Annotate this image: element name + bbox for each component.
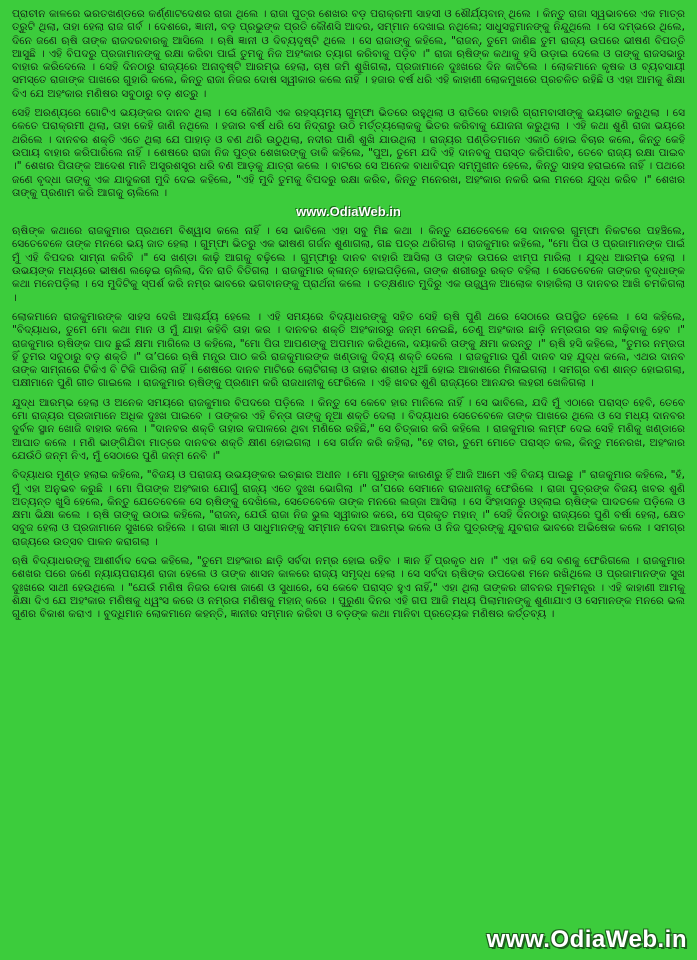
paragraph-3: ଋଷିଙ୍କ କଥାରେ ରାଜକୁମାର ପ୍ରଥମେ ବିଶ୍ୱାସ କଲେ ନାହିଁ । ସେ ଭାବିଲେ ଏହା ସବୁ ମିଛ କଥା । କିନ୍ତୁ ଯେତେବେଳେ ସେ ଦାନବର ଗୁମ୍ଫା ନିକଟରେ ପହଞ୍ଚିଲେ, ସେତେବେଳେ ତାଙ୍କ ମନରେ ଭୟ ଜାତ ହେଲା । ଗୁମ୍ଫା ଭିତରୁ ଏକ ଭୀଷଣ ଗର୍ଜନ ଶୁଣାଗଲା, ଗଛ ପତ୍ର ଥରିଗଲା । ରାଜକୁମାର କହିଲେ, "ମୋ ପିତା ଓ ପ୍ରଜାମାନଙ୍କ ପାଇଁ ମୁଁ ଏହି ବିପଦର ସାମ୍ନା କରିବି ।" ସେ ଖଣ୍ଡା କାଢ଼ି ଆଗକୁ ବଢ଼ିଲେ । ଗୁମ୍ଫାରୁ ଦାନବ ବାହାରି ଆସିଲା ଓ ତାଙ୍କ ଉପରେ ଝାମ୍ପ ମାରିଲା । ଯୁଦ୍ଧ ଆରମ୍ଭ ହେଲା । ଉଭୟଙ୍କ ମଧ୍ୟରେ ଭୀଷଣ ଲଢ଼େଇ ଚାଲିଲା, ଦିନ ରାତି ବିତିଗଲା । ରାଜକୁମାର କ୍ଳାନ୍ତ ହୋଇପଡ଼ିଲେ, ତାଙ୍କ ଶରୀରରୁ ରକ୍ତ ବହିଲା । ସେତେବେଳେ ତାଙ୍କର ବୃଦ୍ଧାଙ୍କ କଥା ମନେପଡ଼ିଲା । ସେ ମୁଦିଟିକୁ ସ୍ପର୍ଶ କରି ନମ୍ର ଭାବରେ ଭଗବାନଙ୍କୁ ପ୍ରାର୍ଥନା କଲେ । ତତ୍କ୍ଷଣାତ ମୁଦିରୁ ଏକ ଉଜ୍ଜ୍ୱଳ ଆଲୋକ ବାହାରିଲା ଓ ଦାନବର ଆଖି ଚମକିଗଲା । [12, 225, 685, 304]
paragraph-6: ବିଦ୍ୟାଧର ମୁଣ୍ଡ ହଲାଇ କହିଲେ, "ବିଜୟ ଓ ପରାଜୟ ଉଭୟଙ୍କର ଇଚ୍ଛାର ଅଧୀନ । ମୋ ଗୁରୁଙ୍କ କାରଣରୁ ହିଁ ଆଜି ଆମେ ଏହି ବିଜୟ ପାଇଛୁ ।" ରାଜକୁମାର କହିଲେ, "ହଁ, ମୁଁ ଏହା ଅନୁଭବ କରୁଛି । ମୋ ପିତାଙ୍କ ଅହଂକାର ଯୋଗୁଁ ରାଜ୍ୟ ଏତେ ଦୁଃଖ ଭୋଗିଲା ।" ତା’ପରେ ସେମାନେ ରାଜଧାନୀକୁ ଫେରିଲେ । ରାଜା ପୁତ୍ରଙ୍କ ବିଜୟ ଖବର ଶୁଣି ଅତ୍ୟନ୍ତ ଖୁସି ହେଲେ, କିନ୍ତୁ ଯେତେବେଳେ ସେ ଋଷିଙ୍କୁ ଦେଖିଲେ, ସେତେବେଳେ ତାଙ୍କ ମନରେ ଲଜ୍ଜା ଆସିଲା । ସେ ସିଂହାସନରୁ ଓହ୍ଲାଇ ଋଷିଙ୍କ ପାଦତଳେ ପଡ଼ିଲେ ଓ କ୍ଷମା ଭିକ୍ଷା କଲେ । ଋଷି ତାଙ୍କୁ ଉଠାଇ କହିଲେ, "ରାଜନ୍, ଯେଉଁ ରାଜା ନିଜ ଭୁଲ ସ୍ୱୀକାର କରେ, ସେ ପ୍ରକୃତ ମହାନ୍ ।" ସେହି ଦିନଠାରୁ ରାଜ୍ୟରେ ପୁଣି ବର୍ଷା ହେଲା, କ୍ଷେତ ସବୁଜ ହେଲା ଓ ପ୍ରଜାମାନେ ସୁଖରେ ରହିଲେ । ରାଜା ଜ୍ଞାନୀ ଓ ସାଧୁମାନଙ୍କୁ ସମ୍ମାନ ଦେବା ଆରମ୍ଭ କଲେ ଓ ନିଜ ପୁତ୍ରଙ୍କୁ ଯୁବରାଜ ଭାବରେ ଅଭିଷେକ କଲେ । ସମଗ୍ର ରାଜ୍ୟରେ ଉତ୍ସବ ପାଳନ କରାଗଲା । [12, 469, 685, 548]
paragraph-1: ପ୍ରାଚୀନ କାଳରେ ଭରତଖଣ୍ଡରେ କର୍ଣ୍ଣାଟଦେଶର ରାଜା ଥିଲେ । ରାଜା ପୁତ୍ର ଶେଖର ବଡ଼ ପରାକ୍ରମୀ ସାହସୀ ଓ ଶୌର୍ଯ୍ୟବାନ୍ ଥିଲେ । କିନ୍ତୁ ରାଜା ସ୍ୱଭାବରେ ଏକ ମାତ୍ର ତ୍ରୁଟି ଥିଲା, ତାହା ହେଲା ରାଜ ଗର୍ବ । ଦେଶରେ, ଜ୍ଞାନୀ, ବଡ଼ ପ୍ରଭୁଙ୍କ ପ୍ରତି କୌଣସି ଆଦର, ସମ୍ମାନ ଦେଖାଇ ନଥିଲେ; ସାଧୁସନ୍ଥମାନଙ୍କୁ ନିନ୍ଦୁଥିଲେ । ସେ ଦମ୍ଭରେ ଥିଲେ, ଦିନେ ଜଣେ ଋଷି ତାଙ୍କ ରାଜଦରବାରକୁ ଆସିଲେ । ଋଷି ଜ୍ଞାନୀ ଓ ଦିବ୍ୟଦୃଷ୍ଟି ଥିଲେ । ସେ ରାଜାଙ୍କୁ କହିଲେ, "ରାଜନ୍, ତୁମେ ଜାଣିଛ ତୁମ ରାଜ୍ୟ ଉପରେ ଭୀଷଣ ବିପତ୍ତି ଆସୁଛି । ଏହି ବିପଦରୁ ପ୍ରଜାମାନଙ୍କୁ ରକ୍ଷା କରିବା ପାଇଁ ତୁମକୁ ନିଜ ଅହଂକାର ତ୍ୟାଗ କରିବାକୁ ପଡ଼ିବ ।" ରାଜା ଋଷିଙ୍କ କଥାକୁ ହସି ଉଡ଼ାଇ ଦେଲେ ଓ ତାଙ୍କୁ ରାଜସଭାରୁ ବାହାର କରିଦେଲେ । ସେହି ଦିନଠାରୁ ରାଜ୍ୟରେ ଅନାବୃଷ୍ଟି ଆରମ୍ଭ ହେଲା, ଚାଷ ଜମି ଶୁଖିଗଲା, ପ୍ରଜାମାନେ ଦୁଃଖରେ ଦିନ କାଟିଲେ । ଲୋକମାନେ କୃଷକ ଓ ବ୍ୟବସାୟୀ ସମସ୍ତେ ରାଜାଙ୍କ ପାଖରେ ଗୁହାରି କଲେ, କିନ୍ତୁ ରାଜା ନିଜର ଦୋଷ ସ୍ୱୀକାର କଲେ ନାହିଁ । ହଜାର ବର୍ଷ ଧରି ଏହି କାହାଣୀ ଲୋକମୁଖରେ ପ୍ରଚଳିତ ରହିଛି ଓ ଏହା ଆମକୁ ଶିକ୍ଷା ଦିଏ ଯେ ଅହଂକାର ମଣିଷର ସବୁଠାରୁ ବଡ଼ ଶତ୍ରୁ । [12, 8, 685, 100]
paragraph-5: ଯୁଦ୍ଧ ଆରମ୍ଭ ହେଲା ଓ ଅନେକ ସମୟରେ ରାଜକୁମାର ବିପଦରେ ପଡ଼ିଲେ । କିନ୍ତୁ ସେ କେବେ ହାର ମାନିଲେ ନାହିଁ । ସେ ଭାବିଲେ, ଯଦି ମୁଁ ଏଠାରେ ପରାସ୍ତ ହେବି, ତେବେ ମୋ ରାଜ୍ୟର ପ୍ରଜାମାନେ ଅଧିକ ଦୁଃଖ ପାଇବେ । ତାଙ୍କର ଏହି ଚିନ୍ତା ତାଙ୍କୁ ନୂଆ ଶକ୍ତି ଦେଲା । ବିଦ୍ୟାଧର ସେତେବେଳେ ତାଙ୍କ ପାଖରେ ଥିଲେ ଓ ସେ ମଧ୍ୟ ଦାନବର ଦୁର୍ବଳ ସ୍ଥାନ ଖୋଜି ବାହାର କଲେ । "ଦାନବର ଶକ୍ତି ତାହାର କପାଳରେ ଥିବା ମଣିରେ ରହିଛି," ସେ ଚିତ୍କାର କରି କହିଲେ । ରାଜକୁମାର ଲମ୍ଫ ଦେଇ ସେହି ମଣିକୁ ଖଣ୍ଡାରେ ଆଘାତ କଲେ । ମଣି ଭାଙ୍ଗିଯିବା ମାତ୍ରେ ଦାନବର ଶକ୍ତି କ୍ଷୀଣ ହୋଇଗଲା । ସେ ଗର୍ଜନ କରି କହିଲା, "ହେ ବୀର, ତୁମେ ମୋତେ ପରାସ୍ତ କଲ, କିନ୍ତୁ ମନେରଖ, ଅହଂକାର ଯେଉଁଠି ଜନ୍ମ ନିଏ, ମୁଁ ସେଠାରେ ପୁଣି ଜନ୍ମ ନେବି ।" [12, 396, 685, 462]
watermark-text: www.OdiaWeb.in [296, 204, 401, 220]
paragraph-2: ସେହି ଅରଣ୍ୟରେ ଗୋଟିଏ ଭୟଙ୍କର ଦାନବ ଥିଲା । ସେ କୌଣସି ଏକ ରହସ୍ୟମୟ ଗୁମ୍ଫା ଭିତରେ ରହୁଥିଲା ଓ ରାତିରେ ବାହାରି ଗ୍ରାମବାସୀଙ୍କୁ ଭୟଭୀତ କରୁଥିଲା । ସେ କେତେ ପରାକ୍ରମୀ ଥିଲା, ତାହା କେହି ଜାଣି ନଥିଲେ । ହଜାର ବର୍ଷ ଧରି ସେ ନିଦ୍ରାରୁ ଉଠି ମର୍ତ୍ତ୍ୟଲୋକକୁ ଭିତର କରିବାକୁ ଯୋଜନା କରୁଥିଲା । ଏହି କଥା ଶୁଣି ରାଜା ଭୟରେ ଥରିଲେ । ଦାନବର ଶକ୍ତି ଏତେ ଥିଲା ଯେ ପାହାଡ଼ ଓ ବଣ ଥରି ଉଠୁଥିଲା, ନଦୀର ପାଣି ଶୁଖି ଯାଉଥିଲା । ରାଜ୍ୟର ପଣ୍ଡିତମାନେ ଏକାଠି ହୋଇ ବିଚାର କଲେ, କିନ୍ତୁ କେହି ଉପାୟ ବାହାର କରିପାରିଲେ ନାହିଁ । ଶେଷରେ ରାଜା ନିଜ ପୁତ୍ର ଶେଖରଙ୍କୁ ଡାକି କହିଲେ, "ପୁଅ, ତୁମେ ଯଦି ଏହି ଦାନବକୁ ପରାସ୍ତ କରିପାରିବ, ତେବେ ରାଜ୍ୟ ରକ୍ଷା ପାଇବ ।" ଶେଖର ପିତାଙ୍କ ଆଦେଶ ମାନି ଅସ୍ତ୍ରଶସ୍ତ୍ର ଧରି ବଣ ଆଡ଼କୁ ଯାତ୍ରା କଲେ । ବାଟରେ ସେ ଅନେକ ବାଧାବିଘ୍ନ ସମ୍ମୁଖୀନ ହେଲେ, କିନ୍ତୁ ସାହସ ହରାଇଲେ ନାହିଁ । ପଥରେ ଜଣେ ବୃଦ୍ଧା ତାଙ୍କୁ ଏକ ଯାଦୁକରୀ ମୁଦି ଦେଇ କହିଲେ, "ଏହି ମୁଦି ତୁମକୁ ବିପଦରୁ ରକ୍ଷା କରିବ, କିନ୍ତୁ ମନେରଖ, ଅହଂକାର ନକରି ଭଲ ମନରେ ଯୁଦ୍ଧ କରିବ ।" ଶେଖର ତାଙ୍କୁ ପ୍ରଣାମ କରି ଆଗକୁ ଚାଲିଲେ । [12, 107, 685, 199]
paragraph-4: ଲୋକମାନେ ରାଜକୁମାରଙ୍କ ସାହସ ଦେଖି ଆଶ୍ଚର୍ଯ୍ୟ ହେଲେ । ଏହି ସମୟରେ ବିଦ୍ୟାଧରଙ୍କୁ ସହିତ ସେହି ଋଷି ପୁଣି ଥରେ ସେଠାରେ ଉପସ୍ଥିତ ହେଲେ । ସେ କହିଲେ, "ବିଦ୍ୟାଧର, ତୁମେ ମୋ କଥା ମାନ ଓ ମୁଁ ଯାହା କହିବି ତାହା କର । ଦାନବର ଶକ୍ତି ଅହଂକାରରୁ ଜନ୍ମ ନେଇଛି, ତେଣୁ ଅହଂକାର ଛାଡ଼ି ନମ୍ରତାର ସହ ଲଢ଼ିବାକୁ ହେବ ।" ରାଜକୁମାର ଋଷିଙ୍କ ପାଦ ଛୁଇଁ କ୍ଷମା ମାଗିଲେ ଓ କହିଲେ, "ମୋ ପିତା ଆପଣଙ୍କୁ ଅପମାନ କରିଥିଲେ, ଦୟାକରି ତାଙ୍କୁ କ୍ଷମା କରନ୍ତୁ ।" ଋଷି ହସି କହିଲେ, "ତୁମର ନମ୍ରତା ହିଁ ତୁମର ସବୁଠାରୁ ବଡ଼ ଶକ୍ତି ।" ତା’ପରେ ଋଷି ମନ୍ତ୍ର ପାଠ କରି ରାଜକୁମାରଙ୍କ ଖଣ୍ଡାକୁ ଦିବ୍ୟ ଶକ୍ତି ଦେଲେ । ରାଜକୁମାର ପୁଣି ଦାନବ ସହ ଯୁଦ୍ଧ କଲେ, ଏଥର ଦାନବ ତାଙ୍କ ସାମ୍ନାରେ ଟିକିଏ ବି ଟିକି ପାରିଲା ନାହିଁ । ଶେଷରେ ଦାନବ ମାଟିରେ ଲୋଟିଗଲା ଓ ତାହାର ଶରୀର ଧୂଆଁ ହୋଇ ଆକାଶରେ ମିଳାଇଗଲା । ସମଗ୍ର ବଣ ଶାନ୍ତ ହୋଇଗଲା, ପକ୍ଷୀମାନେ ପୁଣି ଗୀତ ଗାଇଲେ । ରାଜକୁମାର ଋଷିଙ୍କୁ ପ୍ରଣାମ କରି ରାଜଧାନୀକୁ ଫେରିଲେ । ଏହି ଖବର ଶୁଣି ରାଜ୍ୟରେ ଆନନ୍ଦର ଲହରୀ ଖେଳିଗଲା । [12, 310, 685, 390]
paragraph-7: ଋଷି ବିଦ୍ୟାଧରଙ୍କୁ ଆଶୀର୍ବାଦ ଦେଇ କହିଲେ, "ତୁମେ ଅହଂକାର ଛାଡ଼ି ସର୍ବଦା ନମ୍ର ହୋଇ ରହିବ । ଜ୍ଞାନ ହିଁ ପ୍ରକୃତ ଧନ ।" ଏହା କହି ସେ ବଣକୁ ଫେରିଗଲେ । ରାଜକୁମାର ଶେଖର ପରେ ଜଣେ ନ୍ୟାୟପରାୟଣ ରାଜା ହେଲେ ଓ ତାଙ୍କ ଶାସନ କାଳରେ ରାଜ୍ୟ ସମୃଦ୍ଧ ହେଲା । ସେ ସର୍ବଦା ଋଷିଙ୍କ ଉପଦେଶ ମନେ ରଖିଥିଲେ ଓ ପ୍ରଜାମାନଙ୍କ ସୁଖ ଦୁଃଖରେ ସାଥୀ ହେଉଥିଲେ । "ଯେଉଁ ମଣିଷ ନିଜର ଦୋଷ ଜାଣେ ଓ ସୁଧାରେ, ସେ କେବେ ପରାସ୍ତ ହୁଏ ନାହିଁ," ଏହା ଥିଲା ତାଙ୍କର ଜୀବନର ମୂଳମନ୍ତ୍ର । ଏହି କାହାଣୀ ଆମକୁ ଶିକ୍ଷା ଦିଏ ଯେ ଅହଂକାର ମଣିଷକୁ ଧ୍ୱଂସ କରେ ଓ ନମ୍ରତା ମଣିଷକୁ ମହାନ୍ କରେ । ପୁରୁଣା ଦିନର ଏହି ଗପ ଆଜି ମଧ୍ୟ ପିଲାମାନଙ୍କୁ ଶୁଣାଯାଏ ଓ ସେମାନଙ୍କ ମନରେ ଭଲ ଗୁଣର ବିକାଶ କରାଏ । ବୁଦ୍ଧିମାନ ଲୋକମାନେ କହନ୍ତି, ଜ୍ଞାନୀର ସମ୍ମାନ କରିବା ଓ ବଡ଼ଙ୍କ କଥା ମାନିବା ପ୍ରତ୍ୟେକ ମଣିଷର କର୍ତ୍ତବ୍ୟ । [12, 554, 685, 621]
site-footer-logo: www.OdiaWeb.in [486, 926, 687, 953]
